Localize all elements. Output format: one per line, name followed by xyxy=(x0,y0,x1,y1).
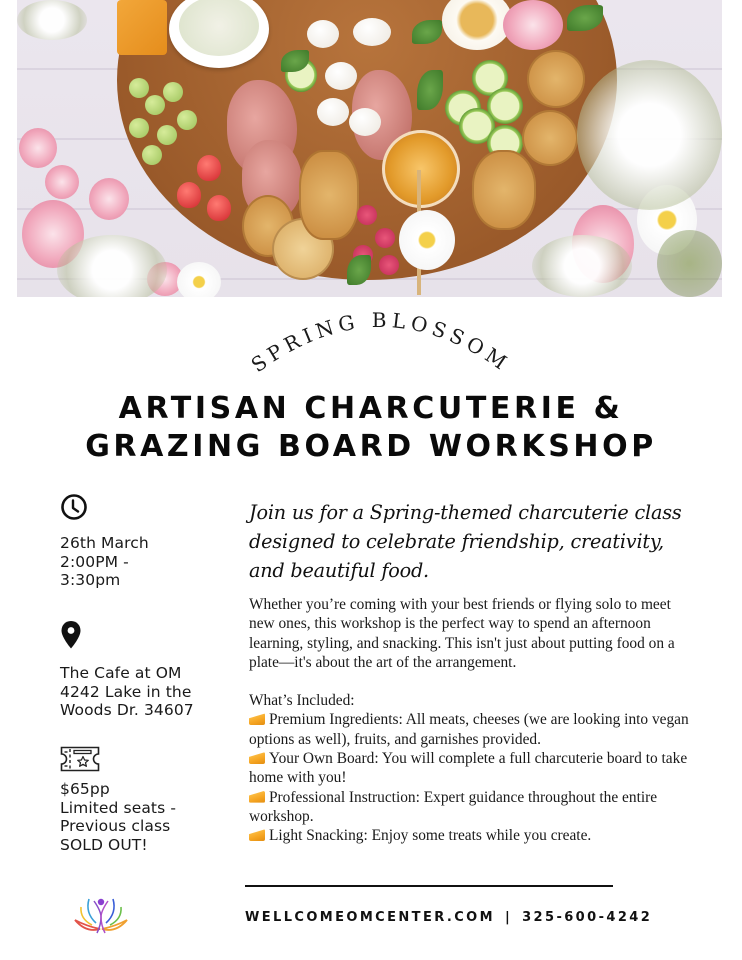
babys-breath xyxy=(577,60,722,210)
cracker xyxy=(299,150,359,240)
time-block xyxy=(60,493,149,590)
mozzarella xyxy=(317,98,349,126)
event-date: 26th March xyxy=(60,534,149,552)
event-end-time: 3:30pm xyxy=(60,571,121,589)
grape xyxy=(129,118,149,138)
spring-blossom-arc-text xyxy=(241,300,521,380)
footer-separator: | xyxy=(504,910,513,925)
title-line-1: ARTISAN CHARCUTERIE & xyxy=(118,391,624,426)
babys-breath xyxy=(532,235,632,297)
availability-note: Limited seats - xyxy=(60,798,177,817)
street-address-cont: Woods Dr. 34607 xyxy=(60,701,194,719)
babys-breath xyxy=(57,235,167,297)
venue-name: The Cafe at OM xyxy=(60,664,182,682)
body-paragraph: Whether you’re coming with your best friends or flying solo to meet new ones, this workshop is the perfect way to spend an afternoon learning, styling, and snacking. This isn't just about putting food on a plate—it's about the art of the arrangement. xyxy=(249,596,675,671)
grape xyxy=(177,110,197,130)
included-item xyxy=(249,749,699,788)
svg-text:SPRING BLOSSOM xyxy=(247,308,516,377)
cheese-icon xyxy=(249,829,265,841)
footer-divider xyxy=(245,885,613,887)
raspberry xyxy=(379,255,399,275)
cheese-icon xyxy=(249,752,265,764)
mozzarella xyxy=(307,20,339,48)
arc-text-label: SPRING BLOSSOM xyxy=(246,307,516,378)
price-block xyxy=(60,746,176,854)
mozzarella xyxy=(353,18,391,46)
included-item xyxy=(249,710,699,749)
location-block xyxy=(60,620,194,720)
mozzarella xyxy=(325,62,357,90)
daisy xyxy=(177,262,221,297)
included-item xyxy=(249,826,699,845)
included-item-text: Professional Instruction: Expert guidance throughout the entire workshop. xyxy=(249,788,658,825)
event-address xyxy=(60,664,194,720)
website-link[interactable]: WELLCOMEOMCENTER.COM xyxy=(245,910,495,925)
ticket-info xyxy=(60,780,176,854)
clock-icon xyxy=(60,493,88,521)
hero-photo xyxy=(17,0,722,297)
pink-rose xyxy=(19,128,57,168)
grape xyxy=(145,95,165,115)
pink-rose xyxy=(45,165,79,199)
description-column xyxy=(249,498,699,846)
whats-included-heading: What’s Included: xyxy=(249,692,355,710)
map-pin-icon xyxy=(60,620,82,650)
pink-lily xyxy=(503,0,563,50)
honey-jar xyxy=(382,130,460,208)
included-item-text: Your Own Board: You will complete a full charcuterie board to take home with you! xyxy=(249,750,688,787)
lead-paragraph: Join us for a Spring-themed charcuterie class designed to celebrate friendship, creativity, and beautiful food. xyxy=(249,501,682,582)
cheese-icon xyxy=(249,713,265,725)
babys-breath xyxy=(657,230,722,297)
whats-included-list xyxy=(249,691,699,845)
included-item-text: Light Snacking: Enjoy some treats while you create. xyxy=(269,827,592,845)
strawberry xyxy=(207,195,231,221)
cracker xyxy=(472,150,536,230)
raspberry xyxy=(357,205,377,225)
availability-note-2: Previous class xyxy=(60,817,171,835)
ticket-price: $65pp xyxy=(60,780,110,798)
title-line-2: GRAZING BOARD WORKSHOP xyxy=(85,429,657,464)
ticket-icon xyxy=(60,746,100,772)
cracker xyxy=(522,110,578,166)
babys-breath xyxy=(17,0,87,40)
sold-out-note: SOLD OUT! xyxy=(60,835,148,854)
event-date-time xyxy=(60,534,149,590)
grape xyxy=(129,78,149,98)
cracker xyxy=(527,50,585,108)
mozzarella xyxy=(349,108,381,136)
street-address: 4242 Lake in the xyxy=(60,682,192,701)
strawberry xyxy=(197,155,221,181)
grape xyxy=(157,125,177,145)
grape xyxy=(142,145,162,165)
strawberry xyxy=(177,182,201,208)
cheddar-cubes xyxy=(117,0,167,55)
phone-number[interactable]: 325-600-4242 xyxy=(522,910,653,925)
pink-rose xyxy=(89,178,129,220)
included-item xyxy=(249,788,699,827)
lotus-logo-icon xyxy=(72,893,130,935)
event-start-time: 2:00PM - xyxy=(60,552,129,571)
daisy xyxy=(399,210,455,270)
grape xyxy=(163,82,183,102)
cheese-icon xyxy=(249,791,265,803)
included-item-text: Premium Ingredients: All meats, cheeses (we are looking into vegan options as well), fruits, and garnishes provided. xyxy=(249,711,689,748)
footer-contact xyxy=(245,910,653,925)
raspberry xyxy=(375,228,395,248)
